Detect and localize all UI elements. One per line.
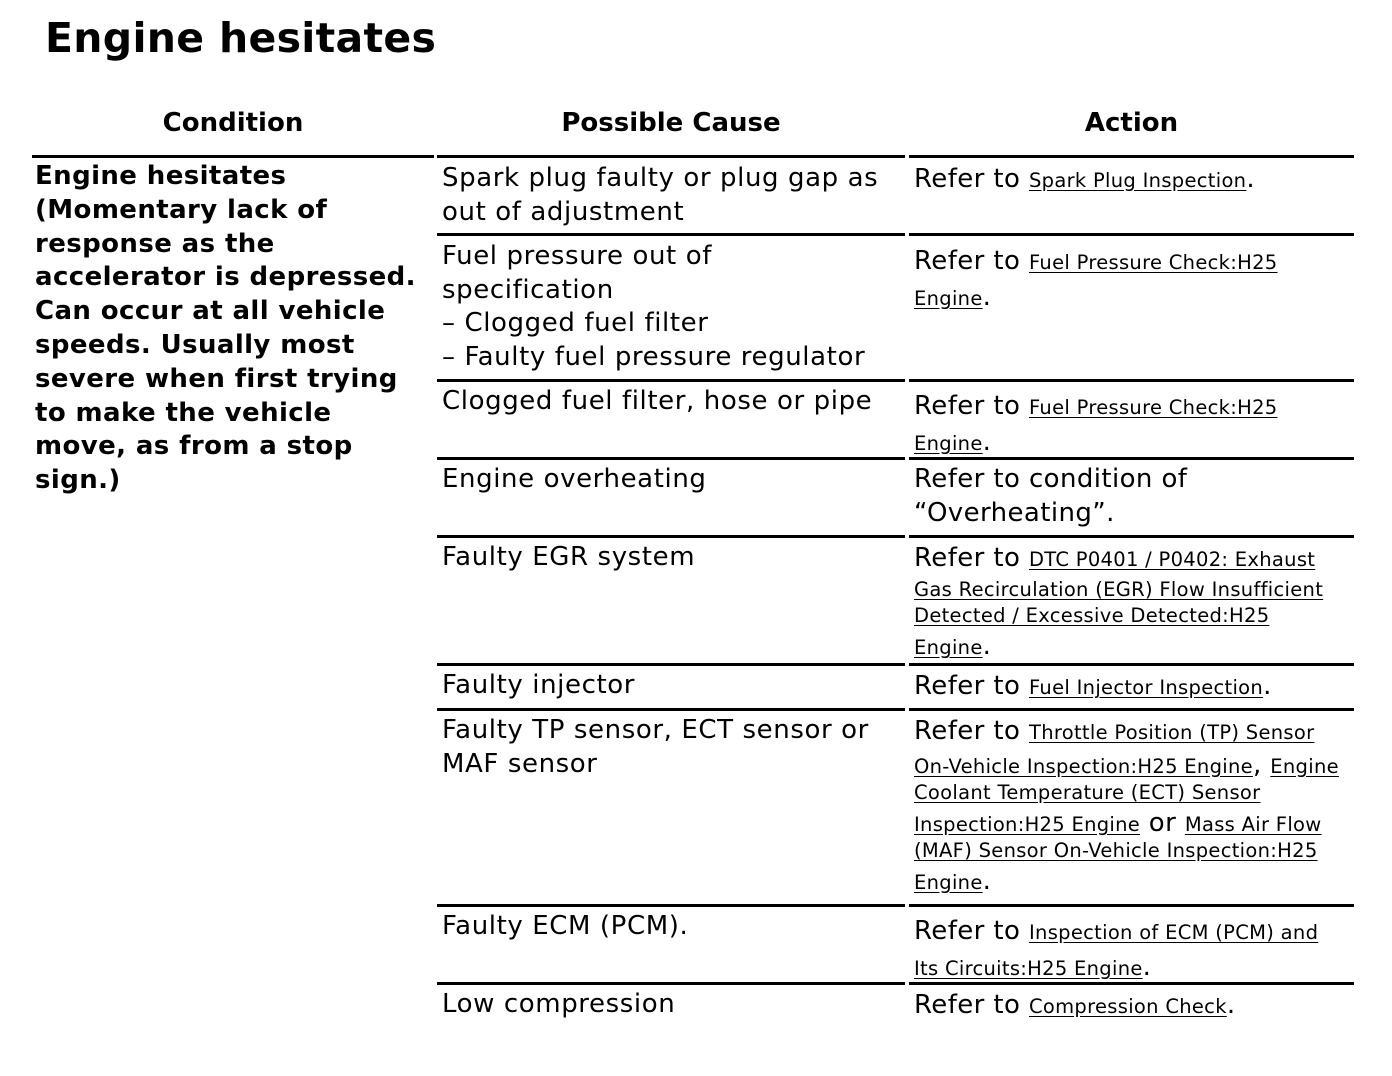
condition-line: severe when first trying	[35, 363, 398, 394]
cause-cell-fuel-pressure	[442, 240, 902, 374]
action-or: or	[1148, 808, 1177, 838]
row-rule	[437, 663, 905, 666]
link-dtc-p0401-line4[interactable]: Engine	[914, 636, 983, 659]
row-rule	[437, 708, 905, 711]
action-lead: Refer to	[914, 992, 1021, 1020]
row-rule	[909, 904, 1354, 907]
header-rule-condition	[32, 155, 434, 158]
condition-line: Engine hesitates	[35, 161, 287, 191]
action-cell-compression	[914, 992, 1354, 1020]
cause-line: Faulty TP sensor, ECT sensor or	[442, 715, 869, 745]
link-ect-sensor-inspection-line2[interactable]: Coolant Temperature (ECT) Sensor	[914, 781, 1261, 804]
action-cell-fuel-pressure	[914, 244, 1354, 316]
cause-cell-ecm	[442, 910, 902, 944]
action-lead: Refer to	[914, 916, 1021, 946]
link-ect-sensor-inspection[interactable]: Engine	[1270, 755, 1339, 778]
link-fuel-pressure-check-engine[interactable]: Engine	[914, 432, 983, 455]
link-ect-sensor-inspection-line3[interactable]: Inspection:H25 Engine	[914, 813, 1141, 836]
action-lead: Refer to	[914, 246, 1021, 276]
header-condition: Condition	[162, 108, 304, 138]
condition-cell	[35, 160, 435, 498]
cause-line: Faulty injector	[442, 670, 636, 700]
link-ecm-inspection-line2[interactable]: Its Circuits:H25 Engine	[914, 957, 1143, 980]
action-cell-clogged-filter	[914, 389, 1354, 461]
cause-cell-spark-plug	[442, 162, 902, 229]
row-rule	[909, 379, 1354, 382]
link-dtc-p0401-line2[interactable]: Gas Recirculation (EGR) Flow Insufficient	[914, 578, 1324, 601]
cause-line: Faulty ECM (PCM).	[442, 911, 689, 941]
condition-line: sign.)	[35, 465, 121, 496]
row-rule	[437, 982, 905, 985]
link-spark-plug-inspection[interactable]: Spark Plug Inspection	[1028, 169, 1247, 192]
row-rule	[437, 904, 905, 907]
condition-line: (Momentary lack of	[35, 194, 328, 225]
action-period: .	[982, 866, 992, 896]
action-period: .	[1142, 952, 1152, 982]
action-period: .	[982, 282, 992, 312]
action-lead: Refer to	[914, 718, 1021, 746]
cause-cell-sensors	[442, 714, 902, 781]
link-fuel-pressure-check-engine[interactable]: Engine	[914, 287, 983, 310]
action-cell-egr	[914, 545, 1354, 661]
row-rule	[909, 535, 1354, 538]
condition-line: Can occur at all vehicle	[35, 296, 386, 327]
row-rule	[909, 663, 1354, 666]
link-ecm-inspection[interactable]: Inspection of ECM (PCM) and	[1028, 921, 1319, 944]
condition-line: speeds. Usually most	[35, 329, 355, 360]
cause-cell-injector	[442, 669, 902, 703]
link-fuel-injector-inspection[interactable]: Fuel Injector Inspection	[1028, 676, 1264, 699]
row-rule	[909, 708, 1354, 711]
link-tp-sensor-inspection[interactable]: Throttle Position (TP) Sensor	[1028, 721, 1315, 744]
page-title: Engine hesitates	[45, 14, 437, 62]
header-rule-action	[909, 155, 1354, 158]
cause-line: specification	[442, 274, 614, 305]
cause-line: – Faulty fuel pressure regulator	[442, 341, 866, 372]
link-dtc-p0401-line3[interactable]: Detected / Excessive Detected:H25	[914, 604, 1270, 627]
cause-line: Low compression	[442, 989, 676, 1019]
action-cell-sensors	[914, 718, 1354, 896]
cause-line: Engine overheating	[442, 464, 707, 494]
row-rule	[437, 535, 905, 538]
condition-line: response as the	[35, 228, 275, 259]
cause-cell-clogged-filter	[442, 385, 902, 419]
action-lead: Refer to	[914, 673, 1021, 701]
link-dtc-p0401[interactable]: DTC P0401 / P0402: Exhaust	[1028, 548, 1316, 571]
link-tp-sensor-inspection-line2[interactable]: On-Vehicle Inspection:H25 Engine	[914, 755, 1253, 778]
row-rule	[909, 457, 1354, 460]
cause-line: Clogged fuel filter, hose or pipe	[442, 386, 873, 416]
action-comma: ,	[1252, 750, 1262, 780]
action-period: .	[982, 631, 992, 661]
link-maf-sensor-inspection[interactable]: Mass Air Flow	[1184, 813, 1322, 836]
condition-line: accelerator is depressed.	[35, 262, 416, 293]
header-action: Action	[1084, 108, 1179, 138]
cause-line: Faulty EGR system	[442, 542, 696, 572]
action-cell-injector	[914, 673, 1354, 701]
cause-line: Spark plug faulty or plug gap as	[442, 163, 879, 193]
cause-cell-overheating	[442, 463, 902, 497]
cause-line: Fuel pressure out of	[442, 241, 712, 271]
row-rule	[909, 233, 1354, 236]
header-possible-cause: Possible Cause	[561, 108, 781, 138]
action-cell-overheating	[914, 463, 1354, 530]
action-line: Refer to condition of	[914, 464, 1188, 494]
action-cell-spark-plug	[914, 166, 1354, 194]
action-lead: Refer to	[914, 391, 1021, 421]
link-fuel-pressure-check[interactable]: Fuel Pressure Check:H25	[1028, 251, 1278, 274]
condition-line: move, as from a stop	[35, 431, 353, 462]
cause-cell-compression	[442, 988, 902, 1022]
row-rule	[909, 982, 1354, 985]
row-rule	[437, 379, 905, 382]
action-period: .	[1246, 166, 1255, 194]
action-period: .	[982, 427, 992, 457]
cause-line: MAF sensor	[442, 748, 598, 779]
cause-line: out of adjustment	[442, 196, 685, 227]
link-fuel-pressure-check[interactable]: Fuel Pressure Check:H25	[1028, 396, 1278, 419]
link-compression-check[interactable]: Compression Check	[1028, 995, 1227, 1018]
action-period: .	[1263, 673, 1272, 701]
row-rule	[437, 457, 905, 460]
action-lead: Refer to	[914, 545, 1021, 573]
cause-line: – Clogged fuel filter	[442, 308, 709, 338]
link-maf-sensor-inspection-line3[interactable]: Engine	[914, 871, 983, 894]
row-rule	[437, 233, 905, 236]
action-cell-ecm	[914, 914, 1354, 986]
action-lead: Refer to	[914, 166, 1021, 194]
link-maf-sensor-inspection-line2[interactable]: (MAF) Sensor On-Vehicle Inspection:H25	[914, 839, 1318, 862]
header-rule-cause	[437, 155, 905, 158]
condition-line: to make the vehicle	[35, 397, 332, 428]
action-line: “Overheating”.	[914, 497, 1115, 528]
cause-cell-egr	[442, 541, 902, 575]
action-period: .	[1226, 992, 1236, 1020]
